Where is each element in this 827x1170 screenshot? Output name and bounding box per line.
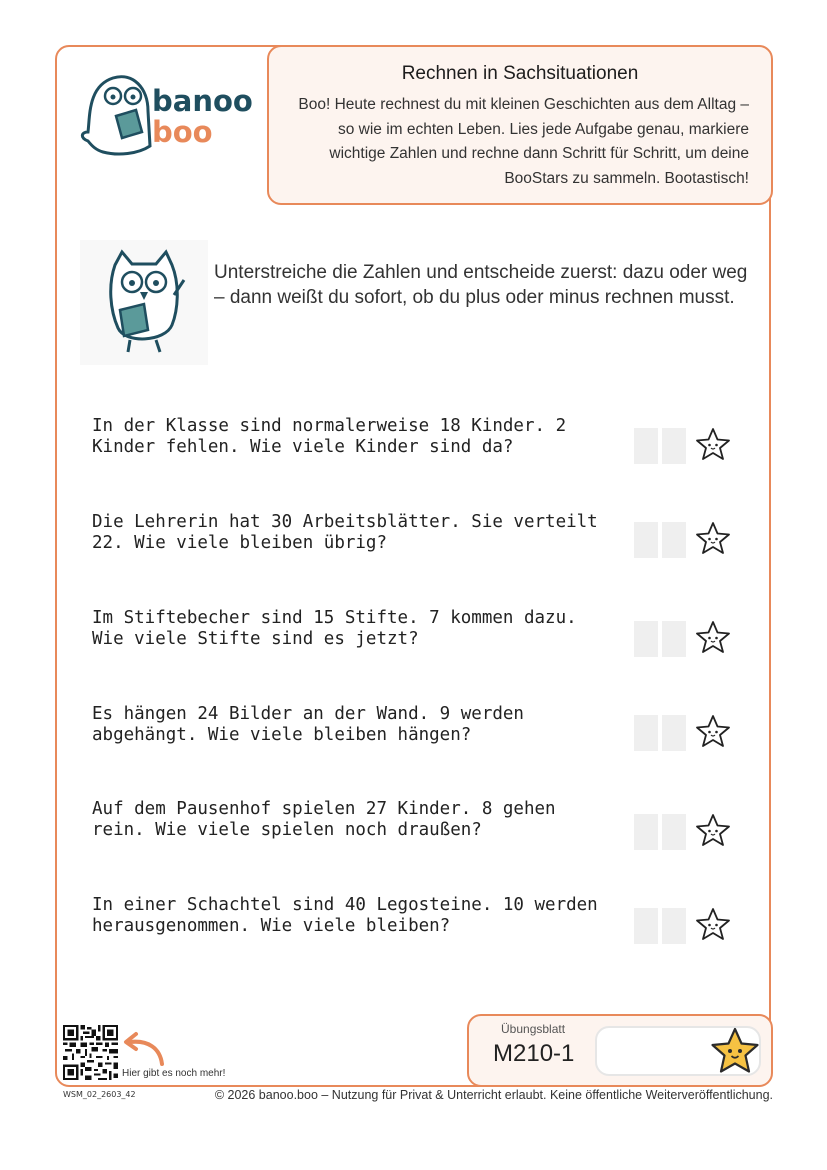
task-3-text: Im Stiftebecher sind 15 Stifte. 7 kommen dazu. Wie viele Stifte sind es jetzt? (92, 608, 577, 649)
gold-star-icon (708, 1026, 762, 1076)
copyright-text: © 2026 banoo.boo – Nutzung für Privat & Unterricht erlaubt. Keine öffentliche Weiterveröffentlichung. (214, 1088, 773, 1102)
sheet-label: Übungsblatt (501, 1022, 566, 1036)
answer-digit-box[interactable] (634, 522, 658, 558)
header-panel (267, 45, 773, 205)
brand-logo-text (152, 86, 253, 148)
answer-digit-box[interactable] (662, 621, 686, 657)
star-outline-icon (694, 812, 732, 848)
owl-mascot-icon (80, 240, 208, 365)
qr-code-icon[interactable] (63, 1025, 118, 1080)
curved-arrow-icon (118, 1030, 170, 1070)
sheet-id: M210-1 (493, 1040, 575, 1067)
intro-text: Boo! Heute rechnest du mit kleinen Geschichten aus dem Alltag – so wie im echten Leben. Lies jede Aufgabe genau, markiere wichtige Zahlen und rechne dann Schritt für Schritt, um deine BooStars zu sammeln. Bootastisch! (298, 96, 749, 187)
qr-caption: Hier gibt es noch mehr! (122, 1068, 226, 1079)
worksheet-code: WSM_02_2603_42 (63, 1090, 136, 1099)
answer-digit-box[interactable] (662, 715, 686, 751)
task-3-answer-boxes[interactable] (634, 621, 686, 657)
task-4-text: Es hängen 24 Bilder an der Wand. 9 werden abgehängt. Wie viele bleiben hängen? (92, 704, 524, 745)
task-2-text: Die Lehrerin hat 30 Arbeitsblätter. Sie verteilt 22. Wie viele bleiben übrig? (92, 512, 598, 553)
answer-digit-box[interactable] (662, 814, 686, 850)
star-outline-icon (694, 906, 732, 942)
task-1-answer-boxes[interactable] (634, 428, 686, 464)
star-outline-icon (694, 619, 732, 655)
answer-digit-box[interactable] (634, 621, 658, 657)
task-6-text: In einer Schachtel sind 40 Legosteine. 10 werden herausgenommen. Wie viele bleiben? (92, 895, 598, 936)
task-6-answer-boxes[interactable] (634, 908, 686, 944)
task-2-answer-boxes[interactable] (634, 522, 686, 558)
answer-digit-box[interactable] (634, 814, 658, 850)
task-5-answer-boxes[interactable] (634, 814, 686, 850)
task-5-text: Auf dem Pausenhof spielen 27 Kinder. 8 gehen rein. Wie viele spielen noch draußen? (92, 799, 556, 840)
brand-name-line2: boo (152, 115, 213, 149)
star-outline-icon (694, 713, 732, 749)
task-4-answer-boxes[interactable] (634, 715, 686, 751)
answer-digit-box[interactable] (634, 428, 658, 464)
answer-digit-box[interactable] (634, 908, 658, 944)
tip-text: Unterstreiche die Zahlen und entscheide zuerst: dazu oder weg – dann weißt du sofort, ob du plus oder minus rechnen musst. (214, 262, 748, 308)
answer-digit-box[interactable] (662, 428, 686, 464)
answer-digit-box[interactable] (662, 908, 686, 944)
star-outline-icon (694, 426, 732, 462)
task-1-text: In der Klasse sind normalerweise 18 Kinder. 2 Kinder fehlen. Wie viele Kinder sind da? (92, 416, 567, 457)
answer-digit-box[interactable] (634, 715, 658, 751)
brand-name-line1: banoo (152, 84, 253, 118)
page-title: Rechnen in Sachsituationen (401, 63, 639, 84)
star-outline-icon (694, 520, 732, 556)
answer-digit-box[interactable] (662, 522, 686, 558)
